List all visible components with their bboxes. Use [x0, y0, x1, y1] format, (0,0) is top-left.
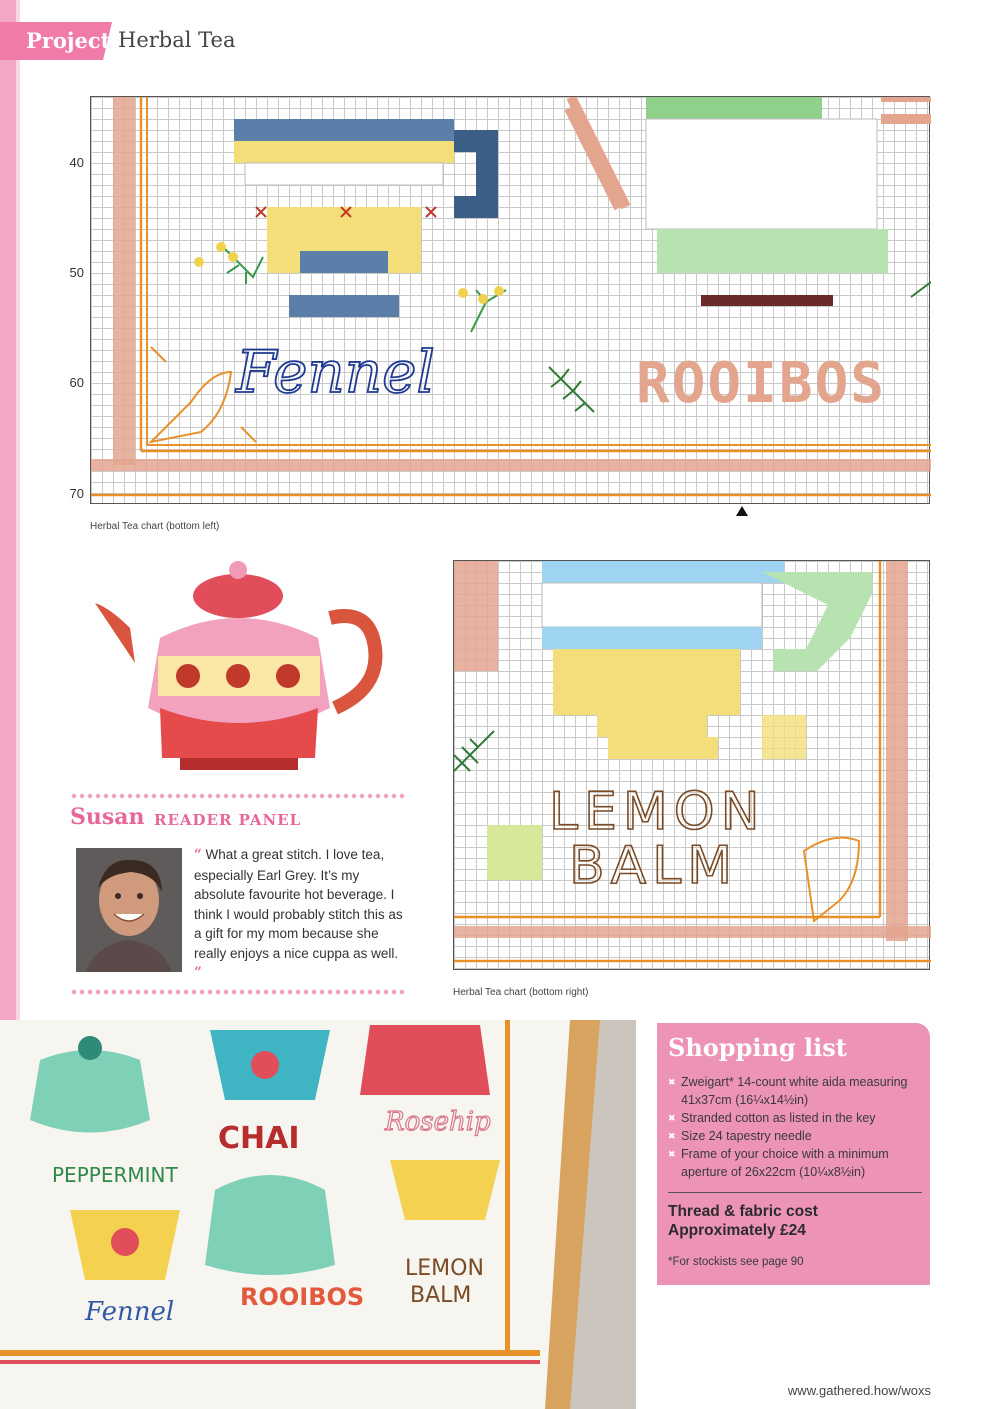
cup-foot	[608, 737, 718, 759]
teapot-foot	[180, 758, 298, 770]
flower-dot-1	[194, 257, 204, 267]
flower-dot-6	[494, 286, 504, 296]
chart-word-fennel: Fennel	[236, 338, 435, 406]
teapot-motif-2	[226, 664, 250, 688]
sampler-label-lemon: LEMON	[405, 1256, 484, 1281]
salmon-border-bottom	[91, 459, 931, 471]
stockists-note: *For stockists see page 90	[668, 1256, 804, 1268]
sprig-right	[471, 290, 506, 332]
chart-center-marker	[736, 506, 748, 516]
shopping-list	[668, 1073, 924, 1181]
sampler-label-peppermint: PEPPERMINT	[52, 1163, 178, 1187]
sampler-label-balm: BALM	[410, 1283, 472, 1308]
shopping-item: ✖ Size 24 tapestry needle	[668, 1127, 924, 1145]
chart-word-balm: BALM	[569, 836, 739, 896]
shopping-divider	[668, 1192, 922, 1193]
teapot-handle	[330, 616, 376, 708]
footer-url: www.gathered.how/woxs	[787, 1383, 931, 1398]
herb-sprig	[549, 367, 594, 412]
chart-caption-right: Herbal Tea chart (bottom right)	[453, 987, 589, 998]
salmon-border-bottom	[454, 926, 931, 938]
orange-leaf	[151, 372, 231, 442]
reader-avatar	[76, 848, 182, 972]
teacup-foot	[289, 295, 399, 317]
flower-dot-2	[216, 242, 226, 252]
reader-quote-text: What a great stitch. I love tea, especially Earl Grey. It’s my absolute favourite hot beverage. I think I would probably stitch this as a gift for my mom because she really enjoys a nice cuppa as well.	[194, 847, 403, 961]
teacup-band-yellow	[234, 141, 454, 163]
reader-name: Susan	[70, 804, 145, 830]
teapot-stitch-photo	[90, 558, 390, 778]
row-number-70: 70	[69, 486, 84, 501]
flower-dot-5	[478, 294, 488, 304]
cup-blue-band	[542, 627, 762, 649]
teapot-motif-3	[276, 664, 300, 688]
row-number-40: 40	[69, 155, 84, 170]
cup-handle	[762, 572, 872, 671]
shopping-list-title: Shopping list	[668, 1033, 847, 1062]
cup-base	[597, 715, 707, 737]
small-sprig-fill	[487, 825, 542, 880]
chart-right-motifs	[454, 561, 931, 971]
row-number-50: 50	[69, 265, 84, 280]
orange-leaf-right	[804, 838, 859, 921]
reader-panel-label: READER PANEL	[154, 811, 302, 829]
cost-value: Approximately £24	[668, 1222, 806, 1239]
reader-quote	[194, 845, 406, 984]
teacup-handle	[454, 130, 498, 218]
framed-sampler-photo	[0, 1020, 636, 1409]
shopping-item: ✖ Frame of your choice with a minimum aperture of 26x22cm (10¼x8½in)	[668, 1145, 924, 1181]
close-quote-icon: ”	[194, 965, 202, 981]
reader-avatar-illustration	[76, 848, 182, 972]
shopping-item: ✖ Stranded cotton as listed in the key	[668, 1109, 924, 1127]
sampler-label-rooibos: ROOIBOS	[240, 1283, 365, 1311]
page-title: Herbal Tea	[118, 28, 236, 52]
reader-panel-top-rule	[70, 792, 406, 800]
salmon-stitch-left	[454, 561, 498, 671]
chart-word-lemon: LEMON	[549, 782, 766, 842]
flower-dot-4	[458, 288, 468, 298]
shopping-item: ✖ Zweigart* 14-count white aida measuring 41x37cm (16¼x14½in)	[668, 1073, 924, 1109]
chart-left-motifs	[91, 97, 931, 505]
sampler-label-fennel: Fennel	[85, 1297, 175, 1327]
sampler-label-chai: CHAI	[218, 1121, 300, 1156]
open-quote-icon: “	[194, 847, 202, 863]
salmon-border-right	[886, 561, 908, 941]
teapot-lid	[646, 97, 822, 119]
flower-dot-3	[228, 252, 238, 262]
cup-top-band	[542, 561, 784, 583]
teapot-base	[701, 295, 833, 306]
teapot-body-upper	[646, 119, 877, 229]
section-label: Project	[26, 28, 111, 53]
chart-caption-left: Herbal Tea chart (bottom left)	[90, 521, 220, 532]
teapot-body-lower	[657, 229, 888, 273]
cup-body	[553, 649, 740, 715]
teacup-rim	[234, 119, 454, 141]
chart-bottom-left	[90, 96, 930, 504]
cost-label: Thread & fabric cost	[668, 1203, 818, 1220]
teapot-motif-1	[176, 664, 200, 688]
salmon-border-left	[113, 97, 135, 465]
cup-white-band	[542, 583, 762, 627]
teapot-knob	[229, 561, 247, 579]
sprig-left	[223, 247, 263, 284]
green-herb	[454, 731, 494, 771]
sampler-label-rosehip: Rosehip	[385, 1107, 491, 1137]
teapot-spout	[95, 603, 135, 663]
reader-panel-bottom-rule	[70, 988, 406, 996]
teacup-band-white	[245, 163, 443, 185]
chart-word-rooibos: ROOIBOS	[636, 351, 887, 416]
cup-side-dots	[762, 715, 806, 759]
sampler-illustration	[0, 1020, 636, 1409]
teapot-lid	[193, 574, 283, 618]
row-number-60: 60	[69, 375, 84, 390]
teacup-base	[300, 251, 388, 273]
teapot-illustration	[90, 558, 390, 778]
herb-sprig-right	[911, 282, 931, 297]
chart-bottom-right	[453, 560, 930, 970]
